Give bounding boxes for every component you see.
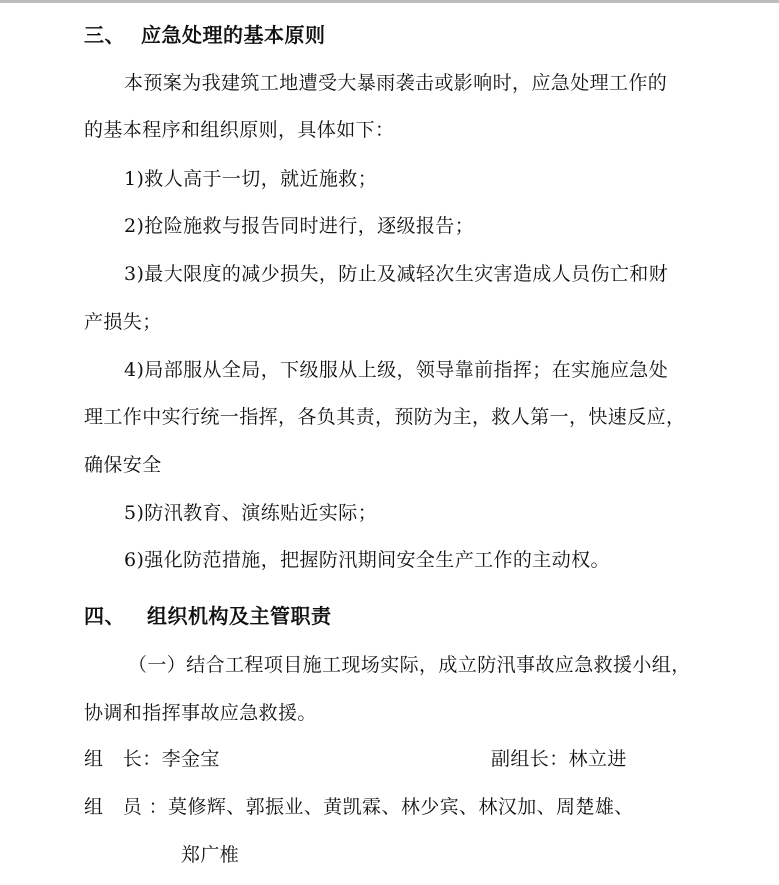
leader-label: 组 长： [84,748,162,770]
section-3-title: 应急处理的基本原则 [141,23,326,47]
principle-item-2: 2)抢险施救与报告同时进行，逐级报告； [124,215,475,237]
leader-row [84,746,220,772]
page-top-border [0,0,779,3]
principle-item-5: 5)防汛教育、演练贴近实际； [124,502,378,524]
principle-item-6: 6)强化防范措施，把握防汛期间安全生产工作的主动权。 [124,549,610,571]
principle-item-3-line-2: 产损失； [84,311,162,333]
principle-item-1: 1)救人高于一切，就近施救； [124,168,378,190]
principle-item-4-line-1: 4)局部服从全局，下级服从上级，领导靠前指挥；在实施应急处 [124,359,669,381]
leader-name: 李金宝 [161,748,220,770]
members-list-line-2: 郑广椎 [181,844,240,866]
members-label: 组 员 ： [84,796,169,818]
section-3-heading [84,22,326,48]
org-paragraph-line-2: 协调和指挥事故应急救援。 [84,702,317,724]
members-row [84,794,634,820]
members-list-line-1: 莫修辉、郭振业、黄凯霖、林少宾、林汉加、周楚雄、 [168,796,634,818]
principle-item-4-line-2: 理工作中实行统一指挥，各负其责，预防为主，救人第一，快速反应， [84,406,686,428]
org-paragraph-line-1: （一）结合工程项目施工现场实际，成立防汛事故应急救援小组， [128,654,691,676]
deputy-leader-label: 副组长： [491,748,569,770]
section-3-number: 三、 [84,23,125,47]
intro-line-2: 的基本程序和组织原则，具体如下： [84,119,395,141]
intro-line-1: 本预案为我建筑工地遭受大暴雨袭击或影响时，应急处理工作的 [124,72,668,94]
section-4-number: 四、 [84,604,125,628]
principle-item-4-line-3: 确保安全 [84,454,162,476]
deputy-leader-row [491,746,627,772]
section-4-title: 组织机构及主管职责 [147,604,332,628]
section-4-heading [84,603,332,629]
principle-item-3-line-1: 3)最大限度的减少损失，防止及减轻次生灾害造成人员伤亡和财 [124,263,669,285]
deputy-leader-name: 林立进 [568,748,627,770]
